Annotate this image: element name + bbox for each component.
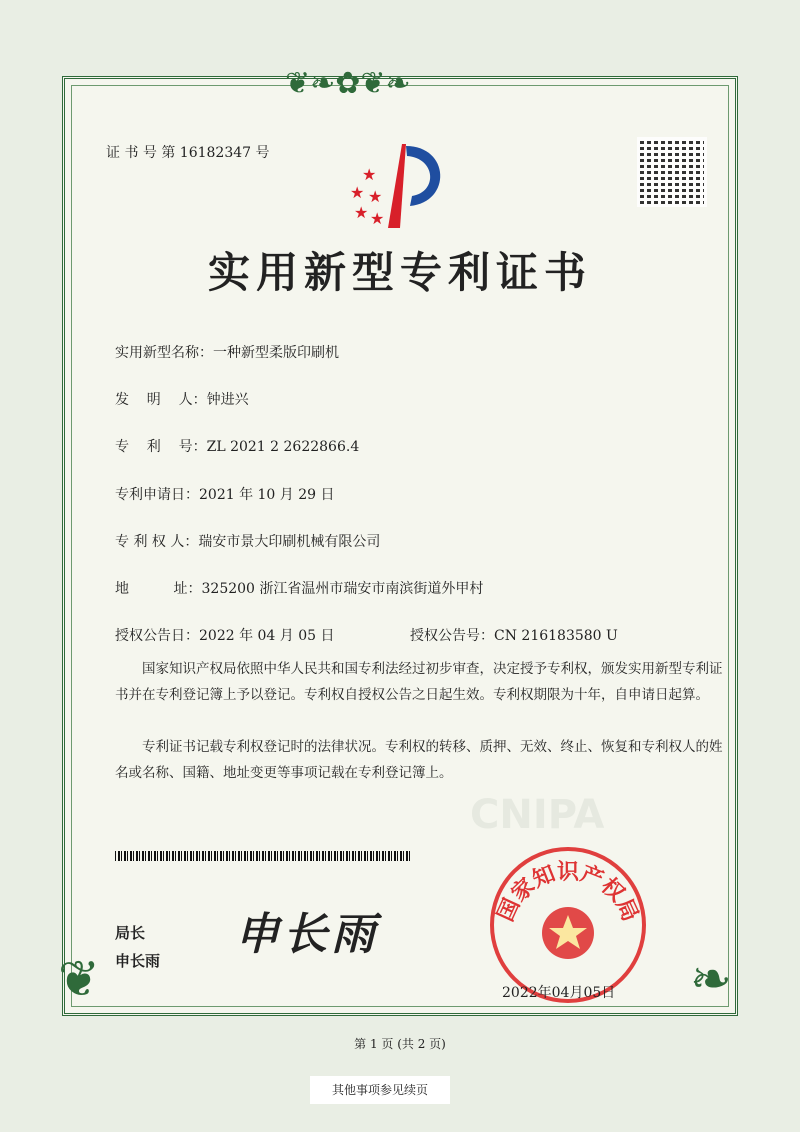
svg-text:★: ★ xyxy=(362,165,377,184)
field-value: 一种新型柔版印刷机 xyxy=(213,345,339,361)
director-signature: 申长雨 xyxy=(235,909,379,960)
field-inventor xyxy=(115,389,249,409)
barcode xyxy=(115,851,411,861)
certificate-number: 证 书 号 第 16182347 号 xyxy=(106,145,270,161)
paragraph-legal-status: 专利证书记载专利权登记时的法律状况。专利权的转移、质押、无效、终止、恢复和专利权人的姓名或名称、国籍、地址变更等事项记载在专利登记簿上。 xyxy=(115,739,723,781)
seal-date: 2022年04月05日 xyxy=(502,985,616,1001)
field-application-date xyxy=(115,484,335,504)
field-value: ZL 2021 2 2622866.4 xyxy=(206,439,360,455)
field-label: 专 利 号： xyxy=(115,439,207,455)
footer-note: 其他事项参见续页 xyxy=(310,1076,450,1104)
field-grant-number xyxy=(410,625,618,645)
field-patent-number xyxy=(115,436,359,456)
director-title: 局长 xyxy=(115,924,146,942)
watermark: CNIPA xyxy=(470,792,605,838)
svg-text:★: ★ xyxy=(368,187,383,206)
field-utility-model-name xyxy=(115,342,339,362)
field-value: 2022 年 04 月 05 日 xyxy=(199,628,335,644)
qr-code[interactable] xyxy=(640,140,704,204)
cnipa-logo xyxy=(340,140,460,232)
field-value: 2021 年 10 月 29 日 xyxy=(199,487,335,503)
field-value: 325200 浙江省温州市瑞安市南滨街道外甲村 xyxy=(201,581,484,597)
svg-text:★: ★ xyxy=(354,203,369,222)
field-grant-date xyxy=(115,625,335,645)
field-value: 瑞安市景大印刷机械有限公司 xyxy=(198,534,381,550)
field-label: 实用新型名称： xyxy=(115,345,213,361)
svg-text:★: ★ xyxy=(370,209,385,228)
page-title: 实用新型专利证书 xyxy=(207,248,592,297)
svg-text:★: ★ xyxy=(350,183,365,202)
field-label: 发 明 人： xyxy=(115,392,207,408)
top-ornament: ❦❧✿❦❧ xyxy=(285,66,411,101)
field-value: CN 216183580 U xyxy=(494,628,618,644)
page-info: 第 1 页 (共 2 页) xyxy=(354,1037,446,1051)
field-label: 专 利 权 人： xyxy=(115,534,199,550)
paragraph-grant-statement: 国家知识产权局依照中华人民共和国专利法经过初步审查，决定授予专利权，颁发实用新型专利证书并在专利登记簿上予以登记。专利权自授权公告之日起生效。专利权期限为十年，自申请日起算。 xyxy=(115,661,723,703)
seal-text: 国家知识产权局 xyxy=(492,859,644,926)
field-label: 专利申请日： xyxy=(115,487,199,503)
field-label: 授权公告日： xyxy=(115,628,199,644)
corner-ornament: ❧ xyxy=(690,950,732,1008)
corner-ornament: ❦ xyxy=(58,950,100,1008)
official-seal xyxy=(488,845,648,1005)
field-value: 钟进兴 xyxy=(206,392,249,408)
field-label: 地 址： xyxy=(115,581,202,597)
national-emblem-icon xyxy=(542,907,594,959)
director-name: 申长雨 xyxy=(115,952,161,970)
field-patentee xyxy=(115,531,380,551)
field-label: 授权公告号： xyxy=(410,628,494,644)
field-address xyxy=(115,578,483,598)
